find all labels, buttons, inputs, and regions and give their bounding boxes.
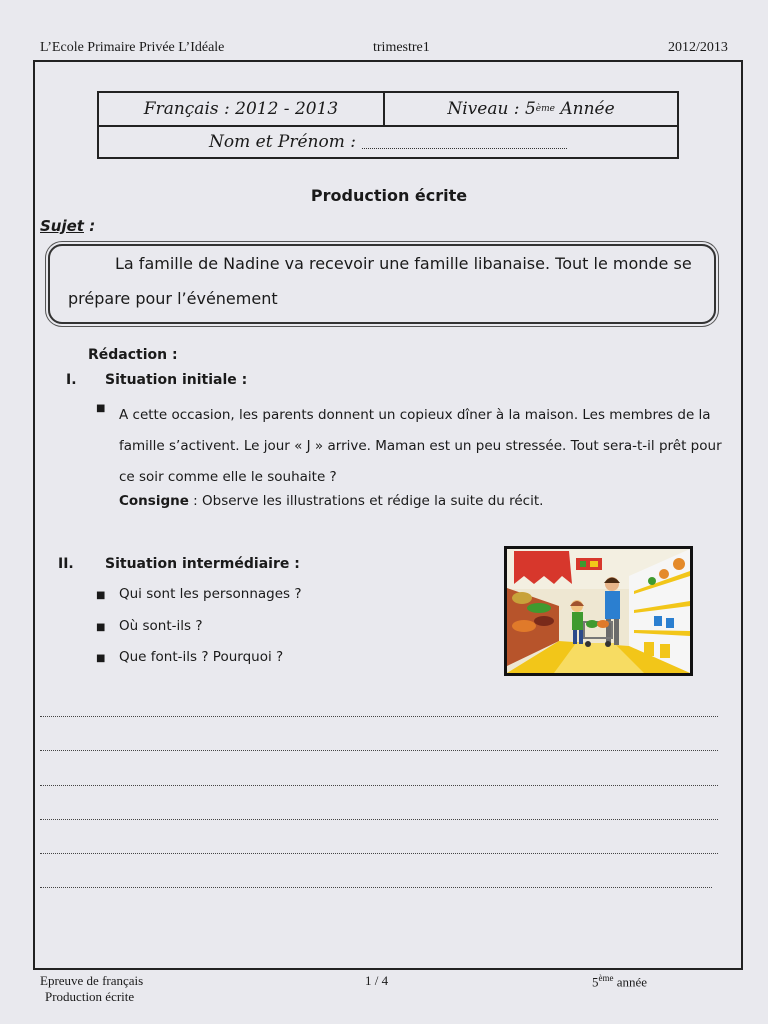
answer-line[interactable] [40,853,718,854]
page-number: 1 / 4 [365,973,389,988]
footer-level-suffix: année [613,974,648,990]
section-1-number: I. [66,372,77,388]
bullet-icon: ■ [96,622,106,633]
answer-line[interactable] [40,887,712,888]
info-table-row-1 [99,93,677,127]
sujet-label: Sujet [40,217,84,235]
question-2: Où sont-ils ? [119,618,203,634]
term-label: trimestre1 [373,40,430,55]
sujet-heading [40,217,95,235]
bullet-icon: ■ [96,403,106,414]
footer-section-label: Production écrite [45,989,135,1004]
answer-line[interactable] [40,750,718,751]
subject-year-cell: Français : 2012 - 2013 [99,93,385,125]
section-1-title: Situation initiale : [105,372,248,388]
consigne [119,493,543,509]
footer-level-prefix: 5 [592,974,599,990]
name-row [99,127,677,157]
answer-line[interactable] [40,785,718,786]
supermarket-illustration [504,546,693,676]
subject-text-line-1: La famille de Nadine va recevoir une famille libanaise. Tout le monde se [115,254,692,273]
level-suffix: Année [560,99,615,119]
section-2-title: Situation intermédiaire : [105,556,300,572]
bullet-icon: ■ [96,590,106,601]
level-sup: ème [535,104,555,114]
name-field[interactable] [362,136,567,149]
section-1-paragraph: A cette occasion, les parents donnent un copieux dîner à la maison. Les membres de la famille s’activent. Le jour « J » arrive. Maman est un peu stressée. Tout sera-t-il prêt pour ce soir comme elle le souhaite ? [119,407,722,485]
question-3: Que font-ils ? Pourquoi ? [119,649,284,665]
answer-line[interactable] [40,819,718,820]
section-2-number: II. [58,556,74,572]
supermarket-illustration-icon [504,546,693,676]
footer-level-sup: ème [598,973,614,983]
info-table [97,91,679,159]
consigne-text: : Observe les illustrations et rédige la suite du récit. [188,493,544,509]
footer-level [592,973,647,990]
level-prefix: Niveau : 5 [447,99,536,119]
subject-text-line-2: prépare pour l’événement [68,289,278,308]
bullet-icon: ■ [96,653,106,664]
footer-exam-label: Epreuve de français [40,973,144,988]
school-year: 2012/2013 [668,40,728,55]
level-cell [385,93,677,125]
answer-line[interactable] [40,716,718,717]
school-name: L’Ecole Primaire Privée L’Idéale [40,40,225,55]
question-1: Qui sont les personnages ? [119,586,302,602]
consigne-label: Consigne [119,493,189,509]
sujet-colon: : [83,217,96,235]
page-title: Production écrite [310,186,468,205]
redaction-label: Rédaction : [88,347,178,363]
name-label: Nom et Prénom : [209,132,356,152]
